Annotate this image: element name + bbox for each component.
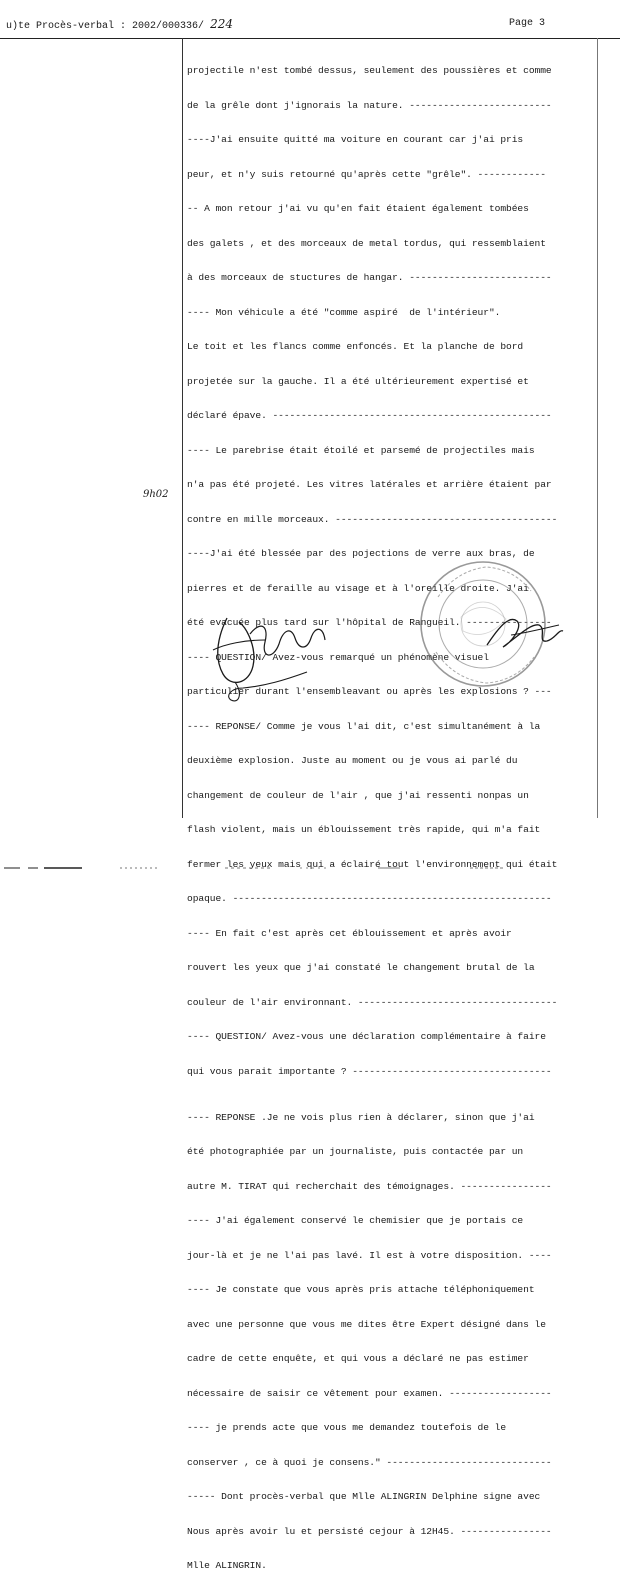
statement-line: ---- Le parebrise était étoilé et parsemé de projectiles mais [187, 444, 535, 456]
statement-line: rouvert les yeux que j'ai constaté le changement brutal de la [187, 962, 535, 973]
statement-line: été photographiée par un journaliste, puis contactée par un [187, 1146, 524, 1157]
left-margin-rule [182, 38, 183, 818]
statement-line: ---- En fait c'est après cet éblouissement et après avoir [187, 927, 512, 939]
statement-line: flash violent, mais un éblouissement très rapide, qui m'a fait [187, 824, 541, 835]
statement-line: conserver , ce à quoi je consens." ----------------------------- [187, 1456, 552, 1468]
statement-line: changement de couleur de l'air , que j'ai ressenti nonpas un [187, 789, 529, 801]
statement-line: Le toit et les flancs comme enfoncés. Et la planche de bord [187, 341, 524, 352]
statement-line: deuxième explosion. Juste au moment ou je vous ai parlé du [187, 755, 518, 766]
statement-line: ---- REPONSE .Je ne vois plus rien à déclarer, sinon que j'ai [187, 1111, 535, 1123]
statement-line: déclaré épave. ------------------------------------------------- [187, 410, 552, 421]
statement-line: Nous après avoir lu et persisté cejour à 12H45. ---------------- [187, 1525, 552, 1537]
statement-line: nécessaire de saisir ce vêtement pour examen. ------------------ [187, 1387, 552, 1399]
statement-line: à des morceaux de stuctures de hangar. ------------------------- [187, 272, 552, 283]
statement-line: qui vous parait importante ? ----------------------------------- [187, 1065, 552, 1077]
handwritten-page-number: 224 [210, 17, 233, 31]
statement-line: ---- J'ai également conservé le chemisier que je portais ce [187, 1215, 524, 1226]
statement-line: contre en mille morceaux. --------------------------------------- [187, 513, 558, 525]
header-rule [0, 38, 620, 39]
statement-line: ---- Je constate que vous après pris attache téléphoniquement [187, 1284, 535, 1295]
statement-line: ----J'ai ensuite quitté ma voiture en courant car j'ai pris [187, 134, 524, 145]
statement-line: avec une personne que vous me dites être Expert désigné dans le [187, 1318, 546, 1330]
statement-line: ---- QUESTION/ Avez-vous une déclaration complémentaire à faire [187, 1031, 546, 1042]
statement-line: projetée sur la gauche. Il a été ultérieurement expertisé et [187, 375, 529, 387]
page-number: Page 3 [509, 18, 546, 29]
statement-line: ----- Dont procès-verbal que Mlle ALINGRIN Delphine signe avec [187, 1491, 541, 1502]
statement-line: opaque. -------------------------------------------------------- [187, 893, 552, 904]
statement-line: ---- Mon véhicule a été "comme aspiré de l'intérieur". [187, 306, 501, 318]
statement-line: ---- QUESTION/ Avez-vous remarqué un phénomène visuel [187, 651, 489, 663]
statement-body [187, 42, 592, 1583]
statement-line: autre M. TIRAT qui recherchait des témoignages. ---------------- [187, 1180, 552, 1192]
statement-line: peur, et n'y suis retourné qu'après cette "grêle". ------------ [187, 168, 546, 180]
statement-line: couleur de l'air environnant. ----------------------------------- [187, 996, 558, 1008]
statement-line: de la grêle dont j'ignorais la nature. ------------------------- [187, 99, 552, 111]
statement-line: ---- je prends acte que vous me demandez toutefois de le [187, 1422, 507, 1433]
statement-line: -- A mon retour j'ai vu qu'en fait étaient également tombées [187, 203, 529, 214]
page-header [6, 17, 606, 31]
statement-line: été evacuée plus tard sur l'hôpital de Rangueil. --------------- [187, 617, 552, 628]
statement-line: n'a pas été projeté. Les vitres latérales et arrière étaient par [187, 479, 552, 490]
statement-line: jour-là et je ne l'ai pas lavé. Il est à votre disposition. ---- [187, 1249, 552, 1261]
statement-line: Mlle ALINGRIN. [187, 1560, 267, 1571]
statement-line: particulier durant l'ensembleavant ou après les explosions ? --- [187, 686, 552, 697]
statement-line: fermer les yeux mais qui a éclairé tout l'environnement qui était [187, 858, 558, 870]
statement-line: ----J'ai été blessée par des pojections de verre aux bras, de [187, 548, 535, 559]
statement-line: pierres et de feraille au visage et à l'oreille droite. J'ai [187, 582, 529, 594]
bottom-edge-marks [0, 865, 620, 871]
statement-line: ---- REPONSE/ Comme je vous l'ai dit, c'est simultanément à la [187, 720, 541, 732]
statement-line: des galets , et des morceaux de metal tordus, qui ressemblaient [187, 237, 546, 249]
statement-line: cadre de cette enquête, et qui vous a déclaré ne pas estimer [187, 1353, 529, 1364]
document-reference: u)te Procès-verbal : 2002/000336/ [6, 21, 205, 32]
statement-line: projectile n'est tombé dessus, seulement des poussières et comme [187, 65, 552, 76]
handwritten-signature-left [195, 604, 340, 709]
handwritten-margin-note: 9h02 [143, 489, 169, 500]
handwritten-signature-right [481, 607, 566, 657]
right-margin-rule [597, 38, 598, 818]
